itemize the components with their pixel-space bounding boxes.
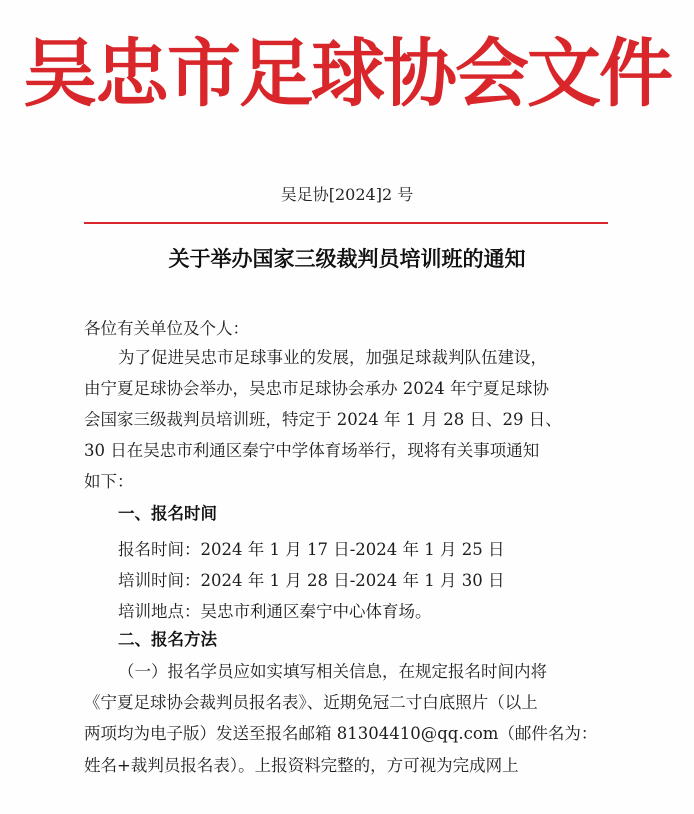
section-heading-registration-method: 二、报名方法 xyxy=(118,630,217,649)
method-line-3: 两项均为电子版）发送至报名邮箱 81304410@qq.com（邮件名为： xyxy=(84,724,598,743)
intro-line-2: 由宁夏足球协会举办，吴忠市足球协会承办 2024 年宁夏足球协 xyxy=(84,379,549,398)
method-line-2: 《宁夏足球协会裁判员报名表》、近期免冠二寸白底照片（以上 xyxy=(84,693,538,712)
training-time-line: 培训时间：2024 年 1 月 28 日-2024 年 1 月 30 日 xyxy=(118,571,505,590)
notice-title: 关于举办国家三级裁判员培训班的通知 xyxy=(168,247,526,271)
red-divider-line xyxy=(84,222,608,224)
salutation: 各位有关单位及个人： xyxy=(84,319,249,338)
intro-line-4: 30 日在吴忠市利通区秦宁中学体育场举行，现将有关事项通知 xyxy=(84,441,540,460)
method-line-4: 姓名+裁判员报名表）。上报资料完整的，方可视为完成网上 xyxy=(84,756,519,775)
org-header-title: 吴忠市足球协会文件 xyxy=(23,31,671,117)
section-heading-registration-time: 一、报名时间 xyxy=(118,504,217,523)
document-number: 吴足协[2024]2 号 xyxy=(280,185,414,204)
intro-line-5: 如下： xyxy=(84,472,134,491)
intro-line-3: 会国家三级裁判员培训班，特定于 2024 年 1 月 28 日、29 日、 xyxy=(84,410,562,429)
registration-time-line: 报名时间：2024 年 1 月 17 日-2024 年 1 月 25 日 xyxy=(118,540,505,559)
intro-line-1: 为了促进吴忠市足球事业的发展，加强足球裁判队伍建设， xyxy=(118,348,547,367)
training-location-line: 培训地点：吴忠市利通区秦宁中心体育场。 xyxy=(118,602,432,621)
method-line-1: （一）报名学员应如实填写相关信息，在规定报名时间内将 xyxy=(118,662,547,681)
